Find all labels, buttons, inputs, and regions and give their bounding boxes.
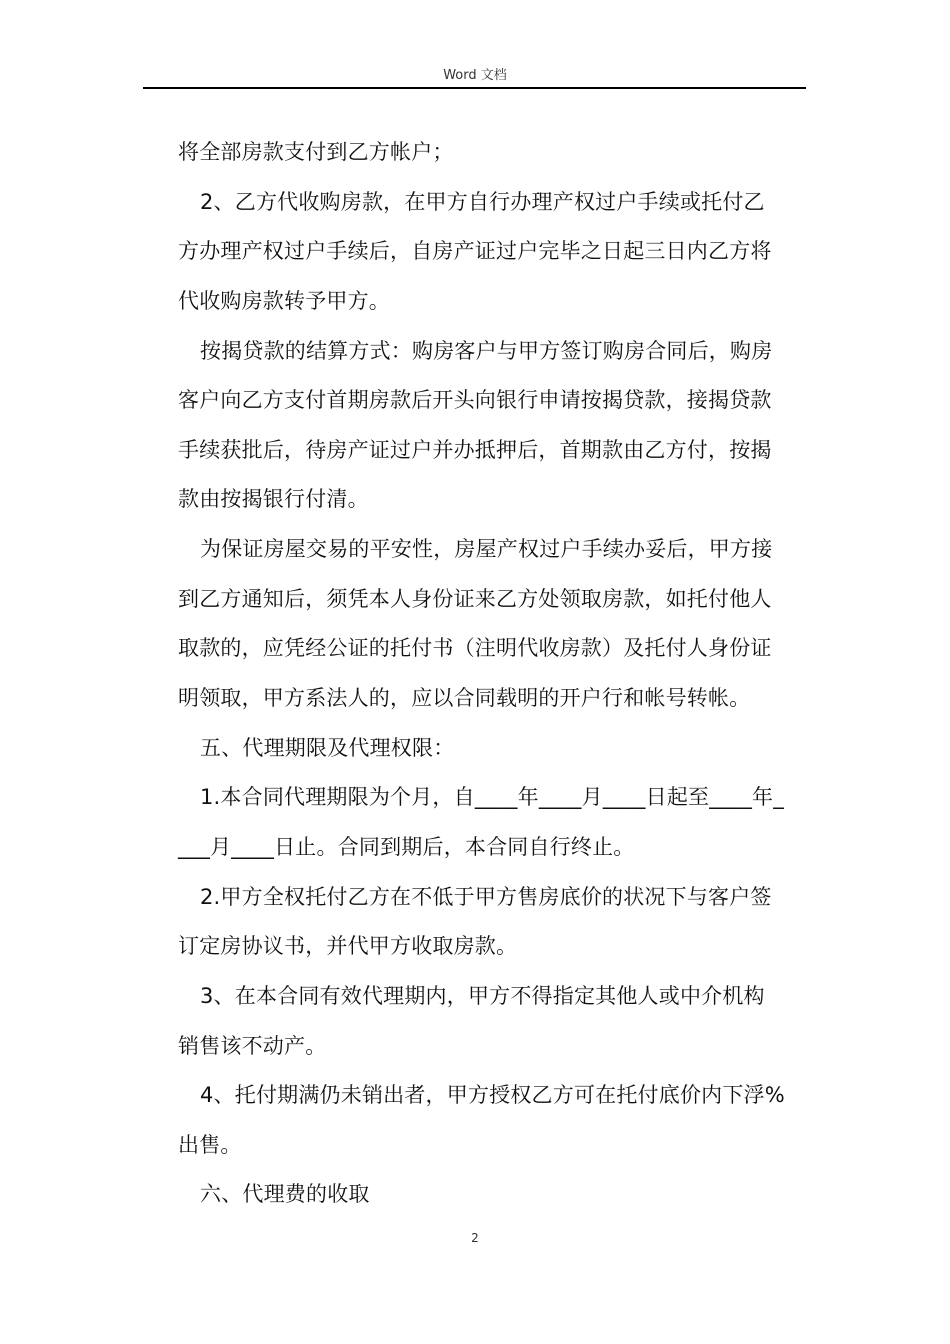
- text-line: ___月____日止。合同到期后，本合同自行终止。: [178, 834, 635, 859]
- section-heading: 五、代理期限及代理权限：: [200, 735, 455, 760]
- text-line: 按揭贷款的结算方式：购房客户与甲方签订购房合同后，购房: [200, 338, 773, 363]
- page-number: 2: [471, 1231, 479, 1245]
- header-divider: [143, 87, 806, 89]
- text-line: 2、乙方代收购房款，在甲方自行办理产权过户手续或托付乙: [200, 189, 765, 214]
- text-line: 订定房协议书，并代甲方收取房款。: [178, 934, 518, 959]
- text-line: 方办理产权过户手续后，自房产证过户完毕之日起三日内乙方将: [178, 239, 772, 264]
- text-line: 取款的，应凭经公证的托付书（注明代收房款）及托付人身份证: [178, 636, 772, 661]
- text-line: 款由按揭银行付清。: [178, 487, 369, 512]
- text-line: 客户向乙方支付首期房款后开头向银行申请按揭贷款，接揭贷款: [178, 388, 772, 413]
- text-line: 出售。: [178, 1132, 242, 1157]
- text-line: 销售该不动产。: [178, 1033, 327, 1058]
- text-line: 手续获批后，待房产证过户并办抵押后，首期款由乙方付，按揭: [178, 437, 772, 462]
- text-line: 将全部房款支付到乙方帐户；: [178, 140, 454, 164]
- document-body: [178, 128, 806, 1220]
- text-line: 代收购房款转予甲方。: [178, 288, 390, 313]
- text-line: 3、在本合同有效代理期内，甲方不得指定其他人或中介机构: [200, 983, 765, 1008]
- page-header-title: Word 文档: [443, 68, 507, 83]
- text-line: 4、托付期满仍未销出者，甲方授权乙方可在托付底价内下浮%: [200, 1083, 785, 1108]
- text-line: 到乙方通知后，须凭本人身份证来乙方处领取房款，如托付他人: [178, 586, 772, 611]
- text-line: 2.甲方全权托付乙方在不低于甲方售房底价的状况下与客户签: [200, 884, 772, 909]
- section-heading: 六、代理费的收取: [200, 1182, 370, 1207]
- text-line: 为保证房屋交易的平安性，房屋产权过户手续办妥后，甲方接: [200, 537, 773, 562]
- text-line: 1.本合同代理期限为个月，自____年____月____日起至____年_: [200, 785, 784, 810]
- text-line: 明领取，甲方系法人的，应以合同载明的开户行和帐号转帐。: [178, 686, 751, 711]
